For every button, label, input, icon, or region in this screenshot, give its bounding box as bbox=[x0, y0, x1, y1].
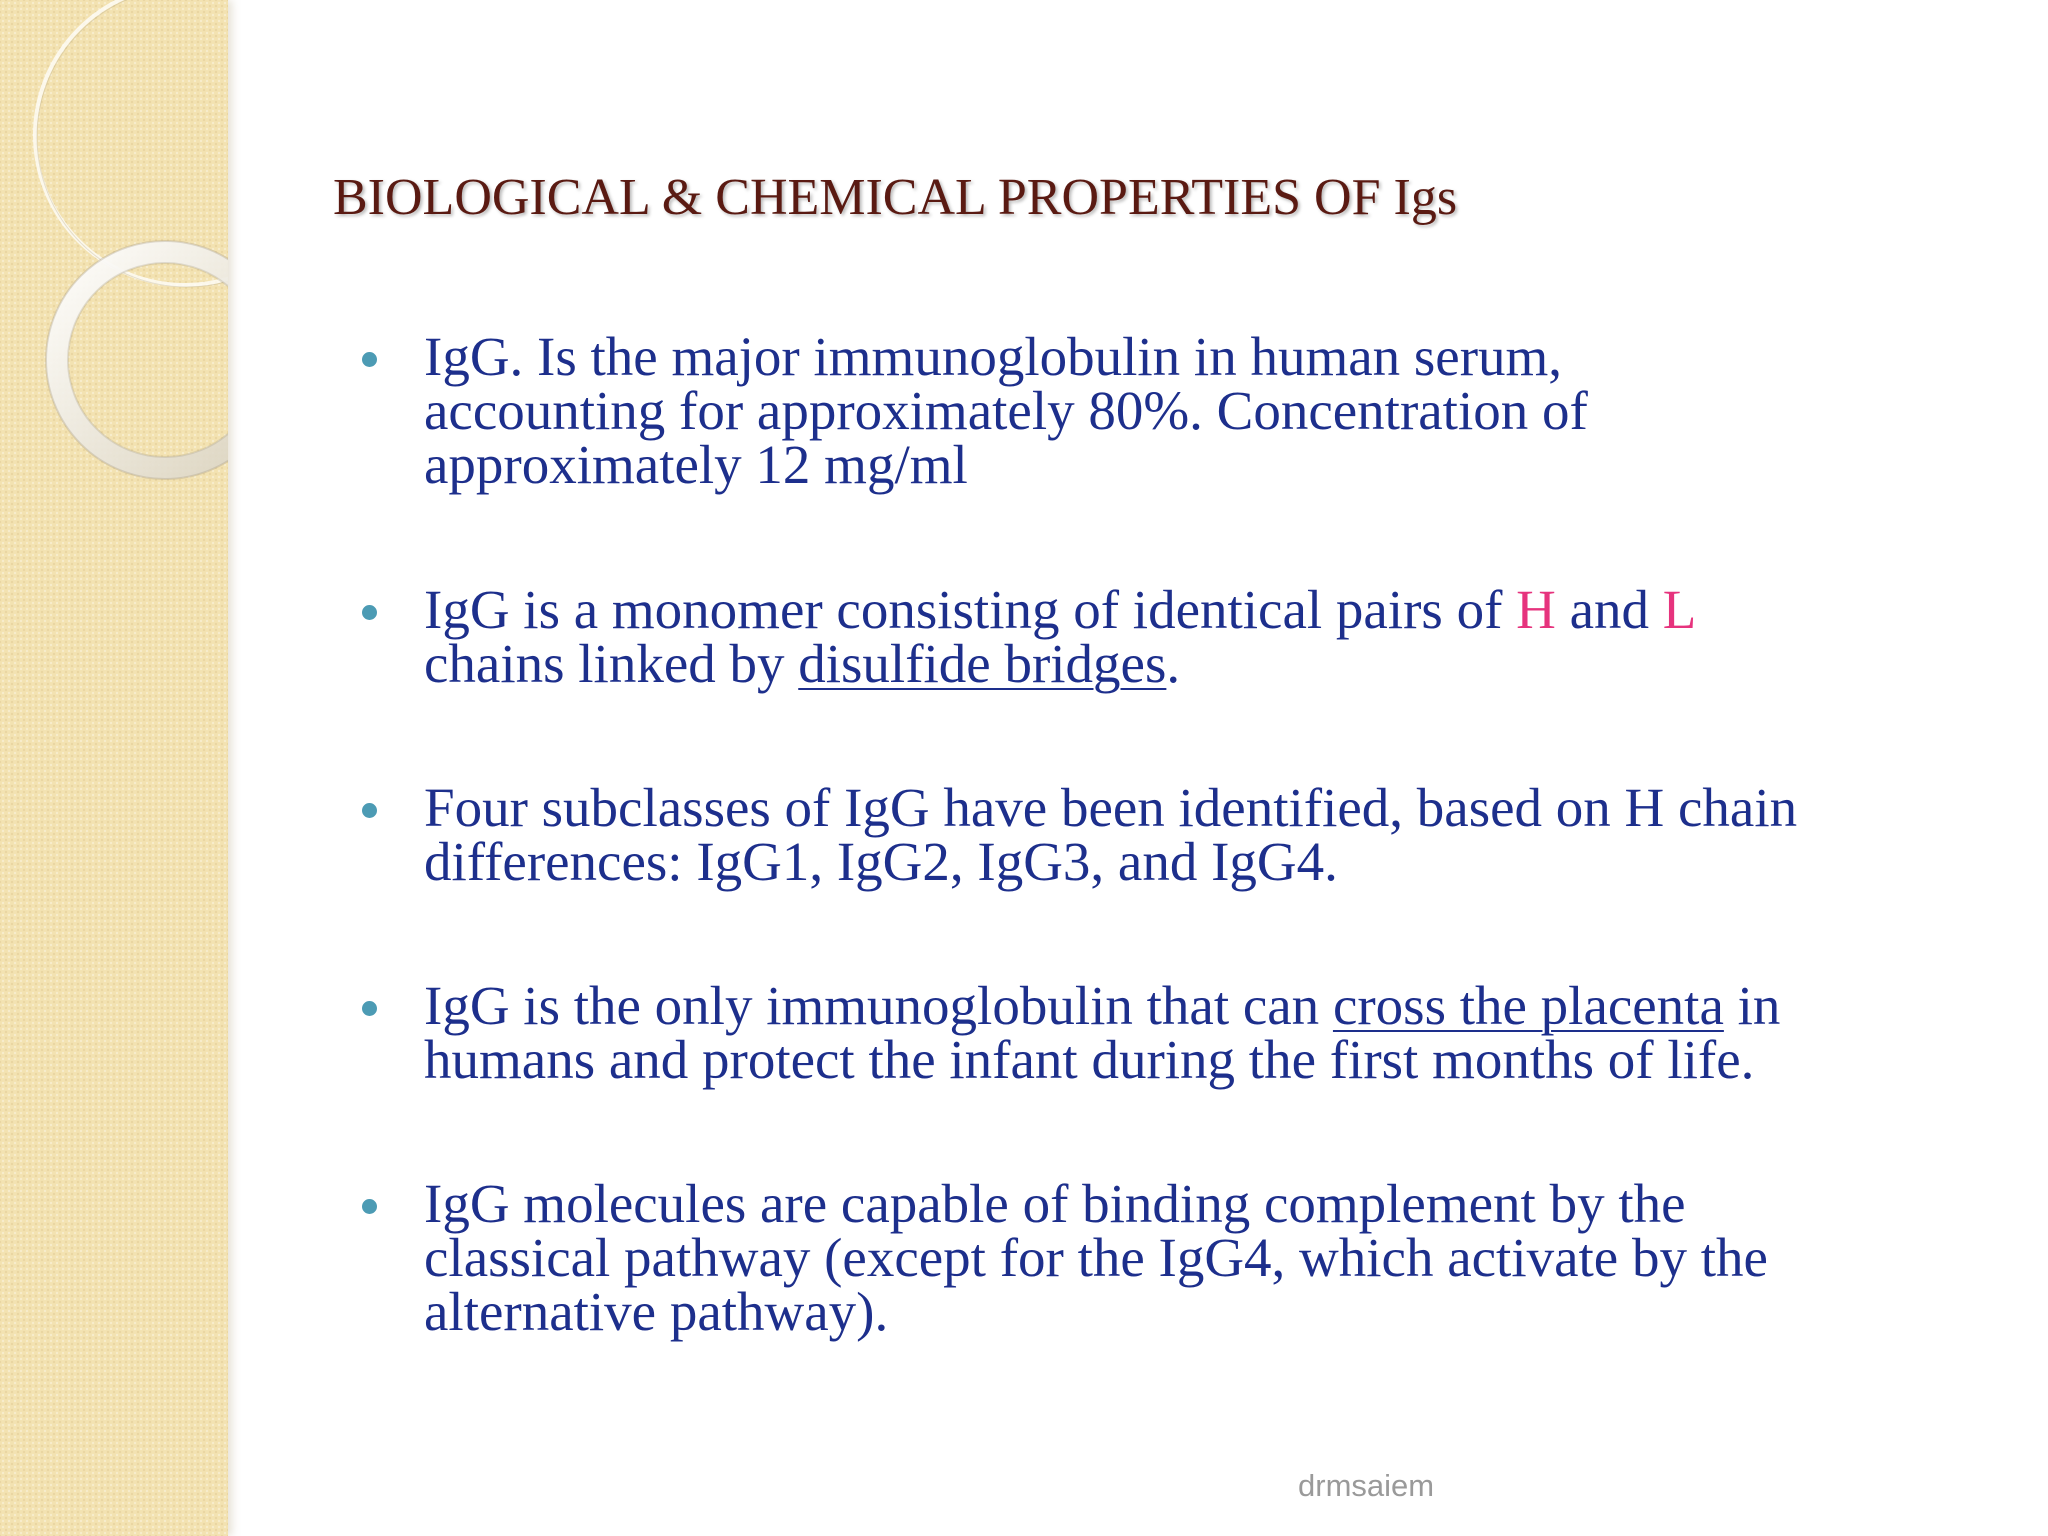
slide-title: BIOLOGICAL & CHEMICAL PROPERTIES OF Igs bbox=[333, 169, 1458, 226]
watermark-text: drmsaiem bbox=[1298, 1468, 1435, 1503]
bullet-item bbox=[364, 326, 2004, 495]
bullet-icon bbox=[362, 803, 377, 818]
bullet-line: humans and protect the infant during the first months of life. bbox=[424, 1029, 1755, 1090]
bullet-item bbox=[364, 777, 2004, 892]
bullet-line bbox=[424, 633, 2004, 694]
bullet-text-segment: IgG is a monomer consisting of identical pairs of bbox=[424, 579, 1517, 640]
bullet-item bbox=[364, 975, 2004, 1090]
bullet-icon bbox=[362, 605, 377, 620]
highlight-l: L bbox=[1662, 579, 1697, 640]
bullet-line: Four subclasses of IgG have been identified, based on H chain bbox=[424, 777, 1798, 838]
bullet-item bbox=[364, 579, 2004, 694]
bullet-icon bbox=[362, 1199, 377, 1214]
bullet-text-segment: IgG is the only immunoglobulin that can bbox=[424, 975, 1333, 1036]
bullet-line bbox=[424, 975, 2004, 1036]
highlight-h: H bbox=[1516, 579, 1556, 640]
bullet-item bbox=[364, 1173, 2004, 1342]
bullet-icon bbox=[362, 352, 377, 367]
cross-the-placenta-link[interactable]: cross the placenta bbox=[1332, 975, 1724, 1036]
bullet-text-segment: and bbox=[1555, 579, 1663, 640]
bullet-icon bbox=[362, 1001, 377, 1016]
bullet-line: classical pathway (except for the IgG4, which activate by the bbox=[424, 1227, 1768, 1288]
bullet-line: differences: IgG1, IgG2, IgG3, and IgG4. bbox=[424, 831, 1338, 892]
bullet-line: approximately 12 mg/ml bbox=[424, 434, 968, 495]
bullet-line bbox=[424, 579, 2004, 640]
bullet-line: alternative pathway). bbox=[424, 1281, 889, 1342]
bullet-text-segment: chains linked by bbox=[424, 633, 799, 694]
bullet-line: accounting for approximately 80%. Concentration of bbox=[424, 380, 1588, 441]
bullet-text-segment: . bbox=[1166, 633, 1181, 694]
bullet-line: IgG molecules are capable of binding complement by the bbox=[424, 1173, 1686, 1234]
bullet-line: IgG. Is the major immunoglobulin in human serum, bbox=[424, 326, 1563, 387]
bullet-text-segment: in bbox=[1723, 975, 1781, 1036]
disulfide-bridges-link[interactable]: disulfide bridges bbox=[798, 633, 1167, 694]
